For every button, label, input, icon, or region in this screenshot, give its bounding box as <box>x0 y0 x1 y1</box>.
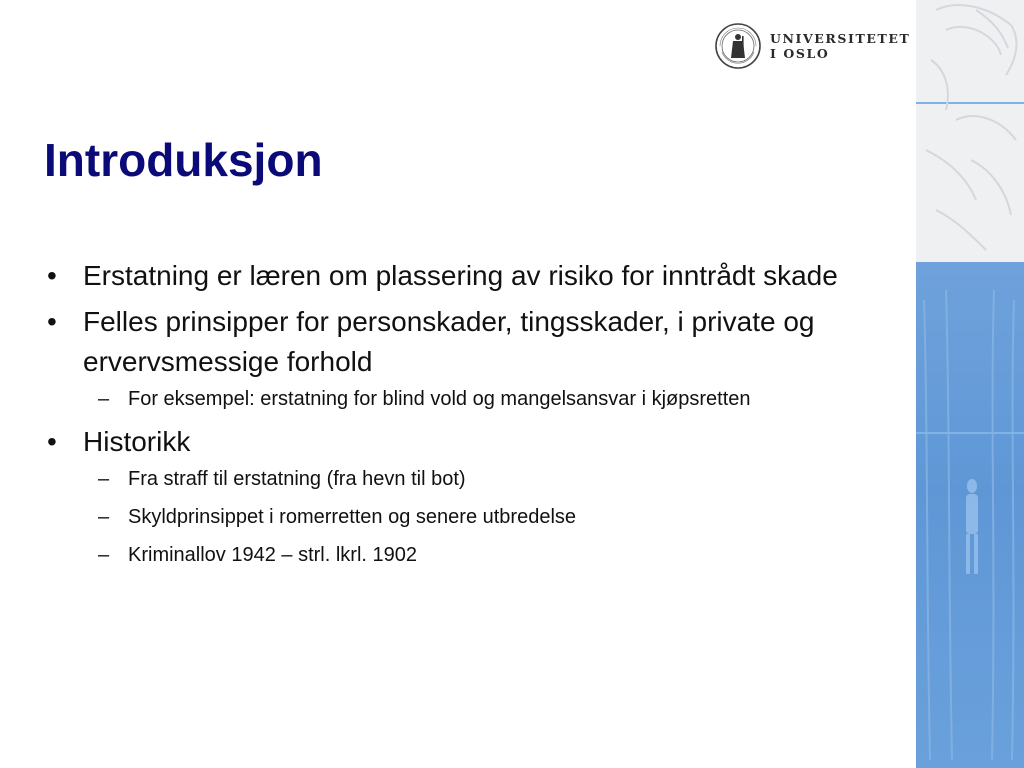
university-logo <box>714 22 911 70</box>
slide-title: Introduksjon <box>44 134 323 186</box>
sub-bullet-text: Fra straff til erstatning (fra hevn til bot) <box>128 468 466 490</box>
bullet-item <box>44 256 844 296</box>
sub-bullet-marker: – <box>98 506 110 528</box>
sub-bullet-item <box>83 502 844 532</box>
bullet-item <box>44 422 844 570</box>
sub-bullet-text: Skyldprinsippet i romerretten og senere utbredelse <box>128 506 577 528</box>
sub-bullet-item <box>83 464 844 494</box>
sub-bullet-list <box>83 384 844 414</box>
university-seal-icon <box>714 22 762 70</box>
bullet-list <box>44 256 844 578</box>
decorative-side-panel <box>916 0 1024 768</box>
sub-bullet-text: Kriminallov 1942 – strl. lkrl. 1902 <box>128 544 418 566</box>
sub-bullet-marker: – <box>98 388 110 410</box>
sub-bullet-text: For eksempel: erstatning for blind vold og mangelsansvar i kjøpsretten <box>128 388 751 410</box>
sub-bullet-list <box>83 464 844 570</box>
bullet-item <box>44 302 844 414</box>
statue-relief-image <box>916 0 1024 768</box>
bullet-text: Historikk <box>83 426 191 457</box>
sub-bullet-marker: – <box>98 544 110 566</box>
sub-bullet-item <box>83 384 844 414</box>
bullet-text: Felles prinsipper for personskader, tingsskader, i private og ervervsmessige forhold <box>83 306 815 377</box>
bullet-marker: • <box>47 260 57 291</box>
bullet-marker: • <box>47 306 57 337</box>
sub-bullet-marker: – <box>98 468 110 490</box>
logo-text-line1: UNIVERSITETET <box>770 31 911 46</box>
bullet-text: Erstatning er læren om plassering av risiko for inntrådt skade <box>83 260 838 291</box>
sub-bullet-item <box>83 540 844 570</box>
bullet-marker: • <box>47 426 57 457</box>
logo-text-line2: I OSLO <box>770 46 830 61</box>
